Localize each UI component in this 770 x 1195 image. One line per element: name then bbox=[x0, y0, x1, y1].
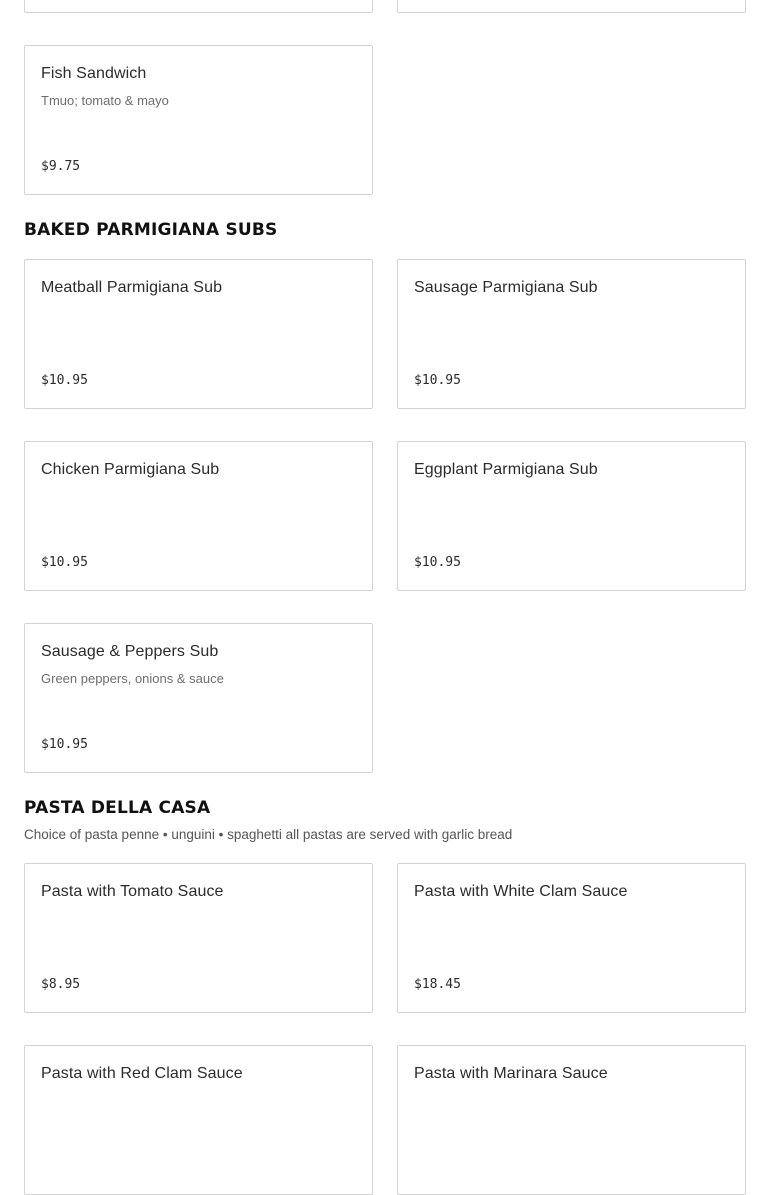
section-subtitle: Choice of pasta penne • unguini • spaghetti all pastas are served with garlic bread bbox=[24, 827, 513, 842]
menu-item-price: $10.95 bbox=[41, 373, 88, 388]
menu-item-card[interactable] bbox=[397, 441, 746, 591]
menu-item-card[interactable] bbox=[397, 863, 746, 1013]
menu-item-name: Pasta with Tomato Sauce bbox=[41, 883, 224, 900]
menu-item-card[interactable] bbox=[397, 259, 746, 409]
menu-item-name: Chicken Parmigiana Sub bbox=[41, 461, 220, 478]
menu-item-description: Tmuo; tomato & mayo bbox=[41, 93, 169, 108]
menu-item-card[interactable] bbox=[24, 259, 373, 409]
menu-item-card[interactable] bbox=[24, 441, 373, 591]
menu-item-card-partial[interactable] bbox=[24, 0, 373, 13]
section-title: PASTA DELLA CASA bbox=[24, 798, 211, 818]
menu-item-name: Pasta with Marinara Sauce bbox=[414, 1065, 608, 1082]
menu-item-name: Sausage & Peppers Sub bbox=[41, 643, 219, 660]
menu-item-name: Eggplant Parmigiana Sub bbox=[414, 461, 598, 478]
menu-item-price: $10.95 bbox=[41, 737, 88, 752]
menu-item-price: $18.45 bbox=[414, 977, 461, 992]
menu-item-name: Meatball Parmigiana Sub bbox=[41, 279, 223, 296]
section-title: BAKED PARMIGIANA SUBS bbox=[24, 220, 278, 240]
menu-item-name: Sausage Parmigiana Sub bbox=[414, 279, 598, 296]
menu-item-description: Green peppers, onions & sauce bbox=[41, 671, 224, 686]
menu-item-card-partial[interactable] bbox=[397, 0, 746, 13]
menu-item-card[interactable] bbox=[24, 863, 373, 1013]
menu-item-card[interactable] bbox=[24, 623, 373, 773]
menu-item-name: Pasta with White Clam Sauce bbox=[414, 883, 628, 900]
menu-item-name: Fish Sandwich bbox=[41, 65, 147, 82]
menu-item-card[interactable] bbox=[24, 45, 373, 195]
menu-item-price: $9.75 bbox=[41, 159, 81, 174]
menu-item-card[interactable] bbox=[397, 1045, 746, 1195]
menu-item-price: $10.95 bbox=[414, 555, 461, 570]
menu-item-price: $10.95 bbox=[414, 373, 461, 388]
menu-item-card[interactable] bbox=[24, 1045, 373, 1195]
menu-item-price: $8.95 bbox=[41, 977, 81, 992]
menu-item-price: $10.95 bbox=[41, 555, 88, 570]
menu-item-name: Pasta with Red Clam Sauce bbox=[41, 1065, 243, 1082]
